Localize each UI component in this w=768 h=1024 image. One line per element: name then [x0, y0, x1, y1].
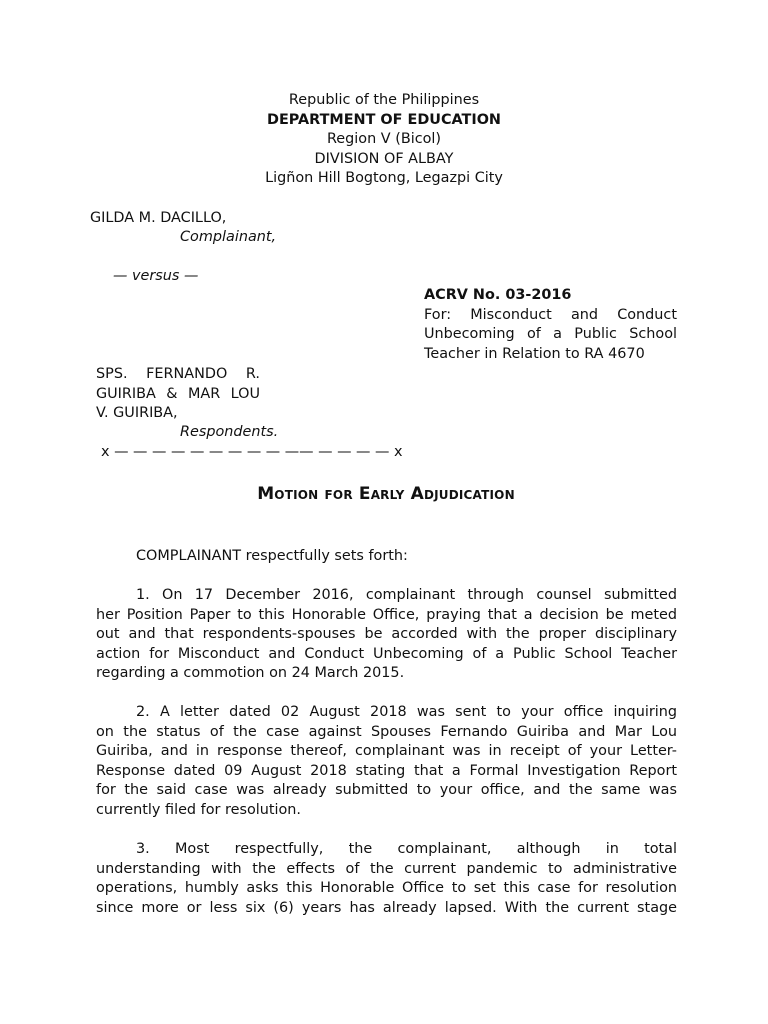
- paragraph-line: out and that respondents-spouses be accorded with the proper disciplinary: [96, 626, 677, 643]
- respondents-role: Respondents.: [180, 424, 279, 440]
- paragraph-line: her Position Paper to this Honorable Office, praying that a decision be meted: [96, 606, 677, 623]
- paragraph-line: on the status of the case against Spouses Fernando Guiriba and Mar Lou: [96, 723, 677, 740]
- header-republic: Republic of the Philippines: [288, 92, 480, 108]
- paragraph-line: 2. A letter dated 02 August 2018 was sent to your office inquiring: [136, 704, 677, 720]
- paragraph-line: currently filed for resolution.: [96, 801, 302, 818]
- case-for-line: Teacher in Relation to RA 4670: [424, 345, 645, 362]
- respondents-block: [96, 365, 260, 424]
- letterhead: [0, 91, 768, 189]
- complainant-role: Complainant,: [180, 229, 277, 245]
- paragraph-line: regarding a commotion on 24 March 2015.: [96, 665, 405, 682]
- caption-separator: x — — — — — — — — — —— — — — — x: [101, 444, 403, 460]
- document-title: Motion for Early Adjudication: [257, 484, 515, 504]
- paragraph-line: Guiriba, and in response thereof, complainant was in receipt of your Letter-: [96, 743, 677, 760]
- respondents-name-line: V. GUIRIBA,: [96, 405, 178, 422]
- intro-text: COMPLAINANT respectfully sets forth:: [136, 548, 408, 564]
- case-details: [424, 286, 677, 364]
- versus-label: — versus —: [113, 268, 199, 284]
- header-address: Ligñon Hill Bogtong, Legazpi City: [265, 170, 503, 187]
- respondents-name-line: SPS. FERNANDO R.: [96, 366, 260, 382]
- respondents-name-line: GUIRIBA & MAR LOU: [96, 385, 260, 402]
- complainant-name: GILDA M. DACILLO,: [90, 210, 227, 226]
- case-for-line: For: Misconduct and Conduct: [424, 306, 677, 323]
- header-region: Region V (Bicol): [326, 131, 442, 148]
- paragraph-line: 3. Most respectfully, the complainant, although in total: [136, 841, 677, 857]
- header-division: DIVISION OF ALBAY: [314, 150, 454, 167]
- paragraph-line: action for Misconduct and Conduct Unbecoming of a Public School Teacher: [96, 645, 677, 662]
- paragraph-2: [96, 703, 677, 821]
- paragraph-line: since more or less six (6) years has already lapsed. With the current stage: [96, 899, 677, 916]
- case-number: ACRV No. 03-2016: [424, 287, 572, 303]
- paragraph-line: operations, humbly asks this Honorable Office to set this case for resolution: [96, 880, 677, 897]
- paragraph-line: Response dated 09 August 2018 stating that a Formal Investigation Report: [96, 762, 677, 779]
- paragraph-3: [96, 840, 677, 918]
- paragraph-1: [96, 586, 677, 684]
- header-department: DEPARTMENT OF EDUCATION: [267, 111, 501, 128]
- paragraph-line: for the said case was already submitted to your office, and the same was: [96, 782, 677, 799]
- paragraph-line: 1. On 17 December 2016, complainant through counsel submitted: [136, 587, 677, 603]
- paragraph-line: understanding with the effects of the current pandemic to administrative: [96, 860, 677, 877]
- case-for-line: Unbecoming of a Public School: [424, 326, 677, 343]
